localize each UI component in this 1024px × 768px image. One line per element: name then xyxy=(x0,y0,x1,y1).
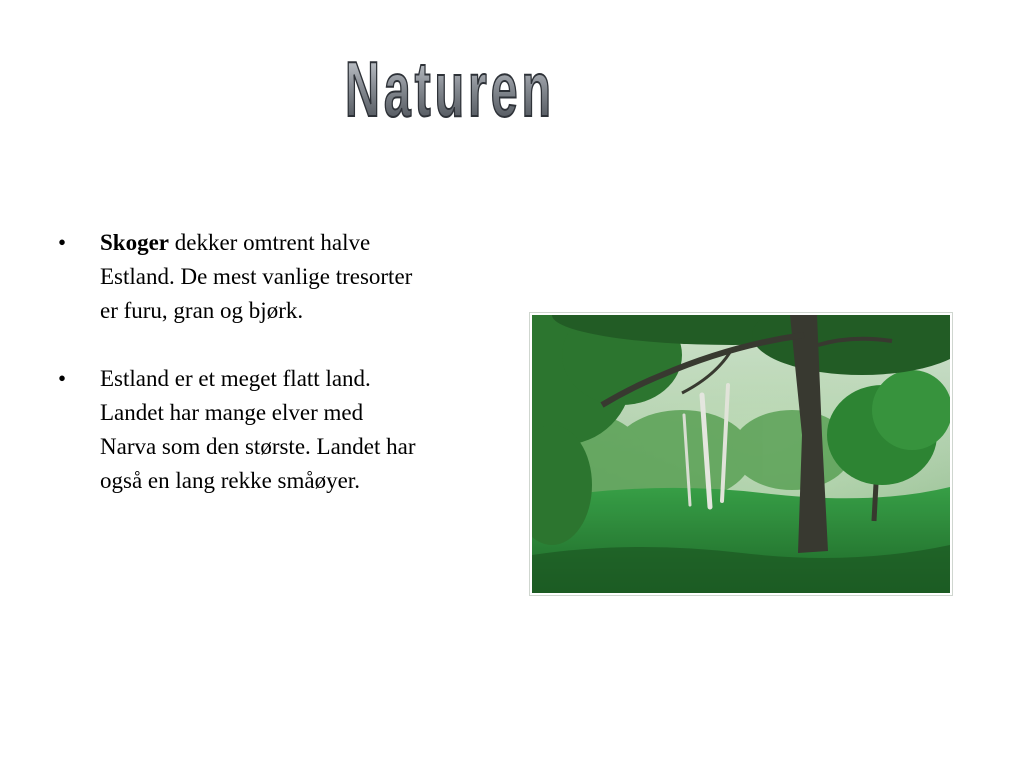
bullet-list xyxy=(58,226,418,498)
bullet-bold-term: Skoger xyxy=(100,230,169,255)
bullet-item-landscape xyxy=(58,362,418,498)
bullet-text: dekker omtrent halve Estland. De mest vanlige tresorter er furu, gran og bjørk. xyxy=(100,230,413,323)
forest-photo xyxy=(529,312,953,596)
slide-title xyxy=(300,38,600,138)
bullet-symbol: • xyxy=(58,230,67,255)
bullet-text: Estland er et meget flatt land. Landet har mange elver med Narva som den største. Landet har også en lang rekke småøyer. xyxy=(100,366,416,493)
bullet-symbol: • xyxy=(58,366,67,391)
slide-title-text: Naturen xyxy=(345,46,555,133)
bullet-item-forests xyxy=(58,226,418,328)
